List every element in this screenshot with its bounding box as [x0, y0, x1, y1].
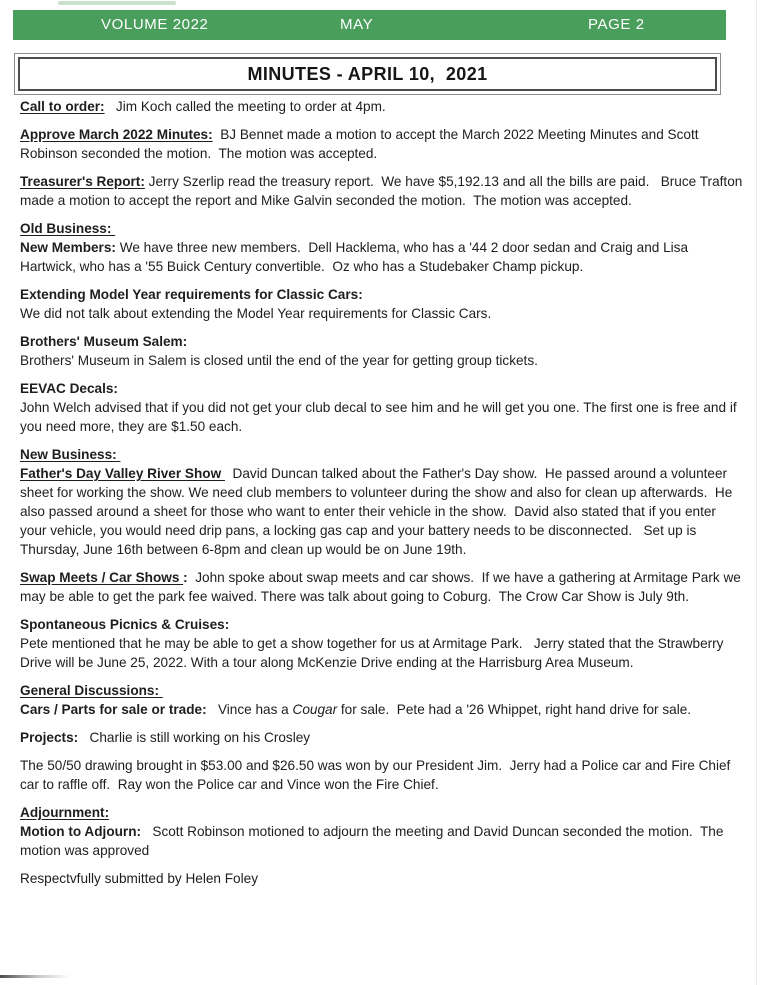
- paragraph: [20, 568, 744, 606]
- text-run: We have three new members. Dell Hacklema, who has a '44 2 door sedan and Craig and Lisa Hartwick, who has a '55 Buick Century convertible. Oz who has a Studebaker Champ pickup.: [20, 240, 692, 274]
- scan-artifact: [756, 0, 757, 985]
- text-run: Approve March 2022 Minutes:: [20, 127, 213, 142]
- month-label: MAY: [340, 16, 374, 33]
- scan-artifact: [0, 975, 70, 978]
- scan-artifact: [58, 1, 176, 5]
- text-run: Adjournment:: [20, 805, 110, 820]
- text-run: EEVAC Decals:: [20, 381, 118, 396]
- text-run: Spontaneous Picnics & Cruises:: [20, 617, 230, 632]
- minutes-title-box: [14, 53, 721, 95]
- text-run: Father's Day Valley River Show: [20, 466, 225, 481]
- volume-label: VOLUME 2022: [101, 16, 209, 33]
- text-run: New Business:: [20, 447, 121, 462]
- text-run: Pete mentioned that he may be able to get a show together for us at Armitage Park. Jerry stated that the Strawberry Drive will be June 25, 2022. With a tour along McKenzie Drive ending at the Harrisburg Area Museum.: [20, 636, 728, 670]
- text-run: We did not talk about extending the Model Year requirements for Classic Cars.: [20, 306, 492, 321]
- text-run: for sale. Pete had a '26 Whippet, right hand drive for sale.: [337, 702, 692, 717]
- text-run: Vince has a: [206, 702, 293, 717]
- text-run: Brothers' Museum Salem:: [20, 334, 188, 349]
- minutes-body: [20, 97, 747, 897]
- paragraph: [20, 615, 744, 672]
- paragraph: [20, 803, 744, 860]
- text-run: :: [183, 570, 188, 585]
- text-run: The 50/50 drawing brought in $53.00 and $26.50 was won by our President Jim. Jerry had a Police car and Fire Chief car to raffle off. Ray won the Police car and Vince won the Fire Chief.: [20, 758, 735, 792]
- paragraph: [20, 728, 744, 747]
- text-run: Projects:: [20, 730, 79, 745]
- paragraph: [20, 681, 744, 719]
- text-run: Brothers' Museum in Salem is closed until the end of the year for getting group tickets.: [20, 353, 538, 368]
- text-run: Call to order:: [20, 99, 105, 114]
- paragraph: [20, 219, 744, 276]
- page-number-label: PAGE 2: [588, 16, 645, 33]
- text-run: Motion to Adjourn:: [20, 824, 142, 839]
- minutes-title: MINUTES - APRIL 10, 2021: [18, 57, 717, 91]
- text-run: Extending Model Year requirements for Classic Cars:: [20, 287, 363, 302]
- newsletter-header-bar: [13, 10, 726, 40]
- text-run: Swap Meets / Car Shows: [20, 570, 184, 585]
- text-run: Treasurer's Report:: [20, 174, 145, 189]
- text-run: Respectvfully submitted by Helen Foley: [20, 871, 258, 886]
- text-run: David Duncan talked about the Father's Day show. He passed around a volunteer sheet for working the show. We need club members to volunteer during the show and also for clean up afterwards. He also passed around a sheet for those who want to enter their vehicle in the show. David also stated that if you enter your vehicle, you would need drip pans, a locking gas cap and your battery needs to be disconnected. Set up is Thursday, June 16th between 6-8pm and clean up would be on June 19th.: [20, 466, 737, 557]
- text-run: John Welch advised that if you did not get your club decal to see him and he will get you one. The first one is free and if you need more, they are $1.50 each.: [20, 400, 741, 434]
- paragraph: [20, 332, 744, 370]
- text-run: General Discussions:: [20, 683, 163, 698]
- text-run: Old Business:: [20, 221, 116, 236]
- text-run: Jim Koch called the meeting to order at 4pm.: [104, 99, 386, 114]
- text-run: Charlie is still working on his Crosley: [78, 730, 311, 745]
- text-run: Jerry Szerlip read the treasury report. We have $5,192.13 and all the bills are paid. Bruce Trafton made a motion to accept the report and Mike Galvin seconded the motion. The motion was accepted.: [20, 174, 747, 208]
- paragraph: [20, 756, 744, 794]
- text-run: Cougar: [292, 702, 338, 717]
- paragraph: [20, 97, 744, 116]
- paragraph: [20, 445, 744, 559]
- paragraph: [20, 125, 744, 163]
- text-run: Scott Robinson motioned to adjourn the meeting and David Duncan seconded the motion. The motion was approved: [20, 824, 728, 858]
- paragraph: [20, 869, 744, 888]
- paragraph: [20, 379, 744, 436]
- text-run: John spoke about swap meets and car shows. If we have a gathering at Armitage Park we may be able to get the park fee waived. There was talk about going to Coburg. The Crow Car Show is July 9th.: [20, 570, 745, 604]
- paragraph: [20, 172, 747, 210]
- text-run: BJ Bennet made a motion to accept the March 2022 Meeting Minutes and Scott Robinson seconded the motion. The motion was accepted.: [20, 127, 703, 161]
- paragraph: [20, 285, 744, 323]
- text-run: New Members:: [20, 240, 116, 255]
- text-run: Cars / Parts for sale or trade:: [20, 702, 207, 717]
